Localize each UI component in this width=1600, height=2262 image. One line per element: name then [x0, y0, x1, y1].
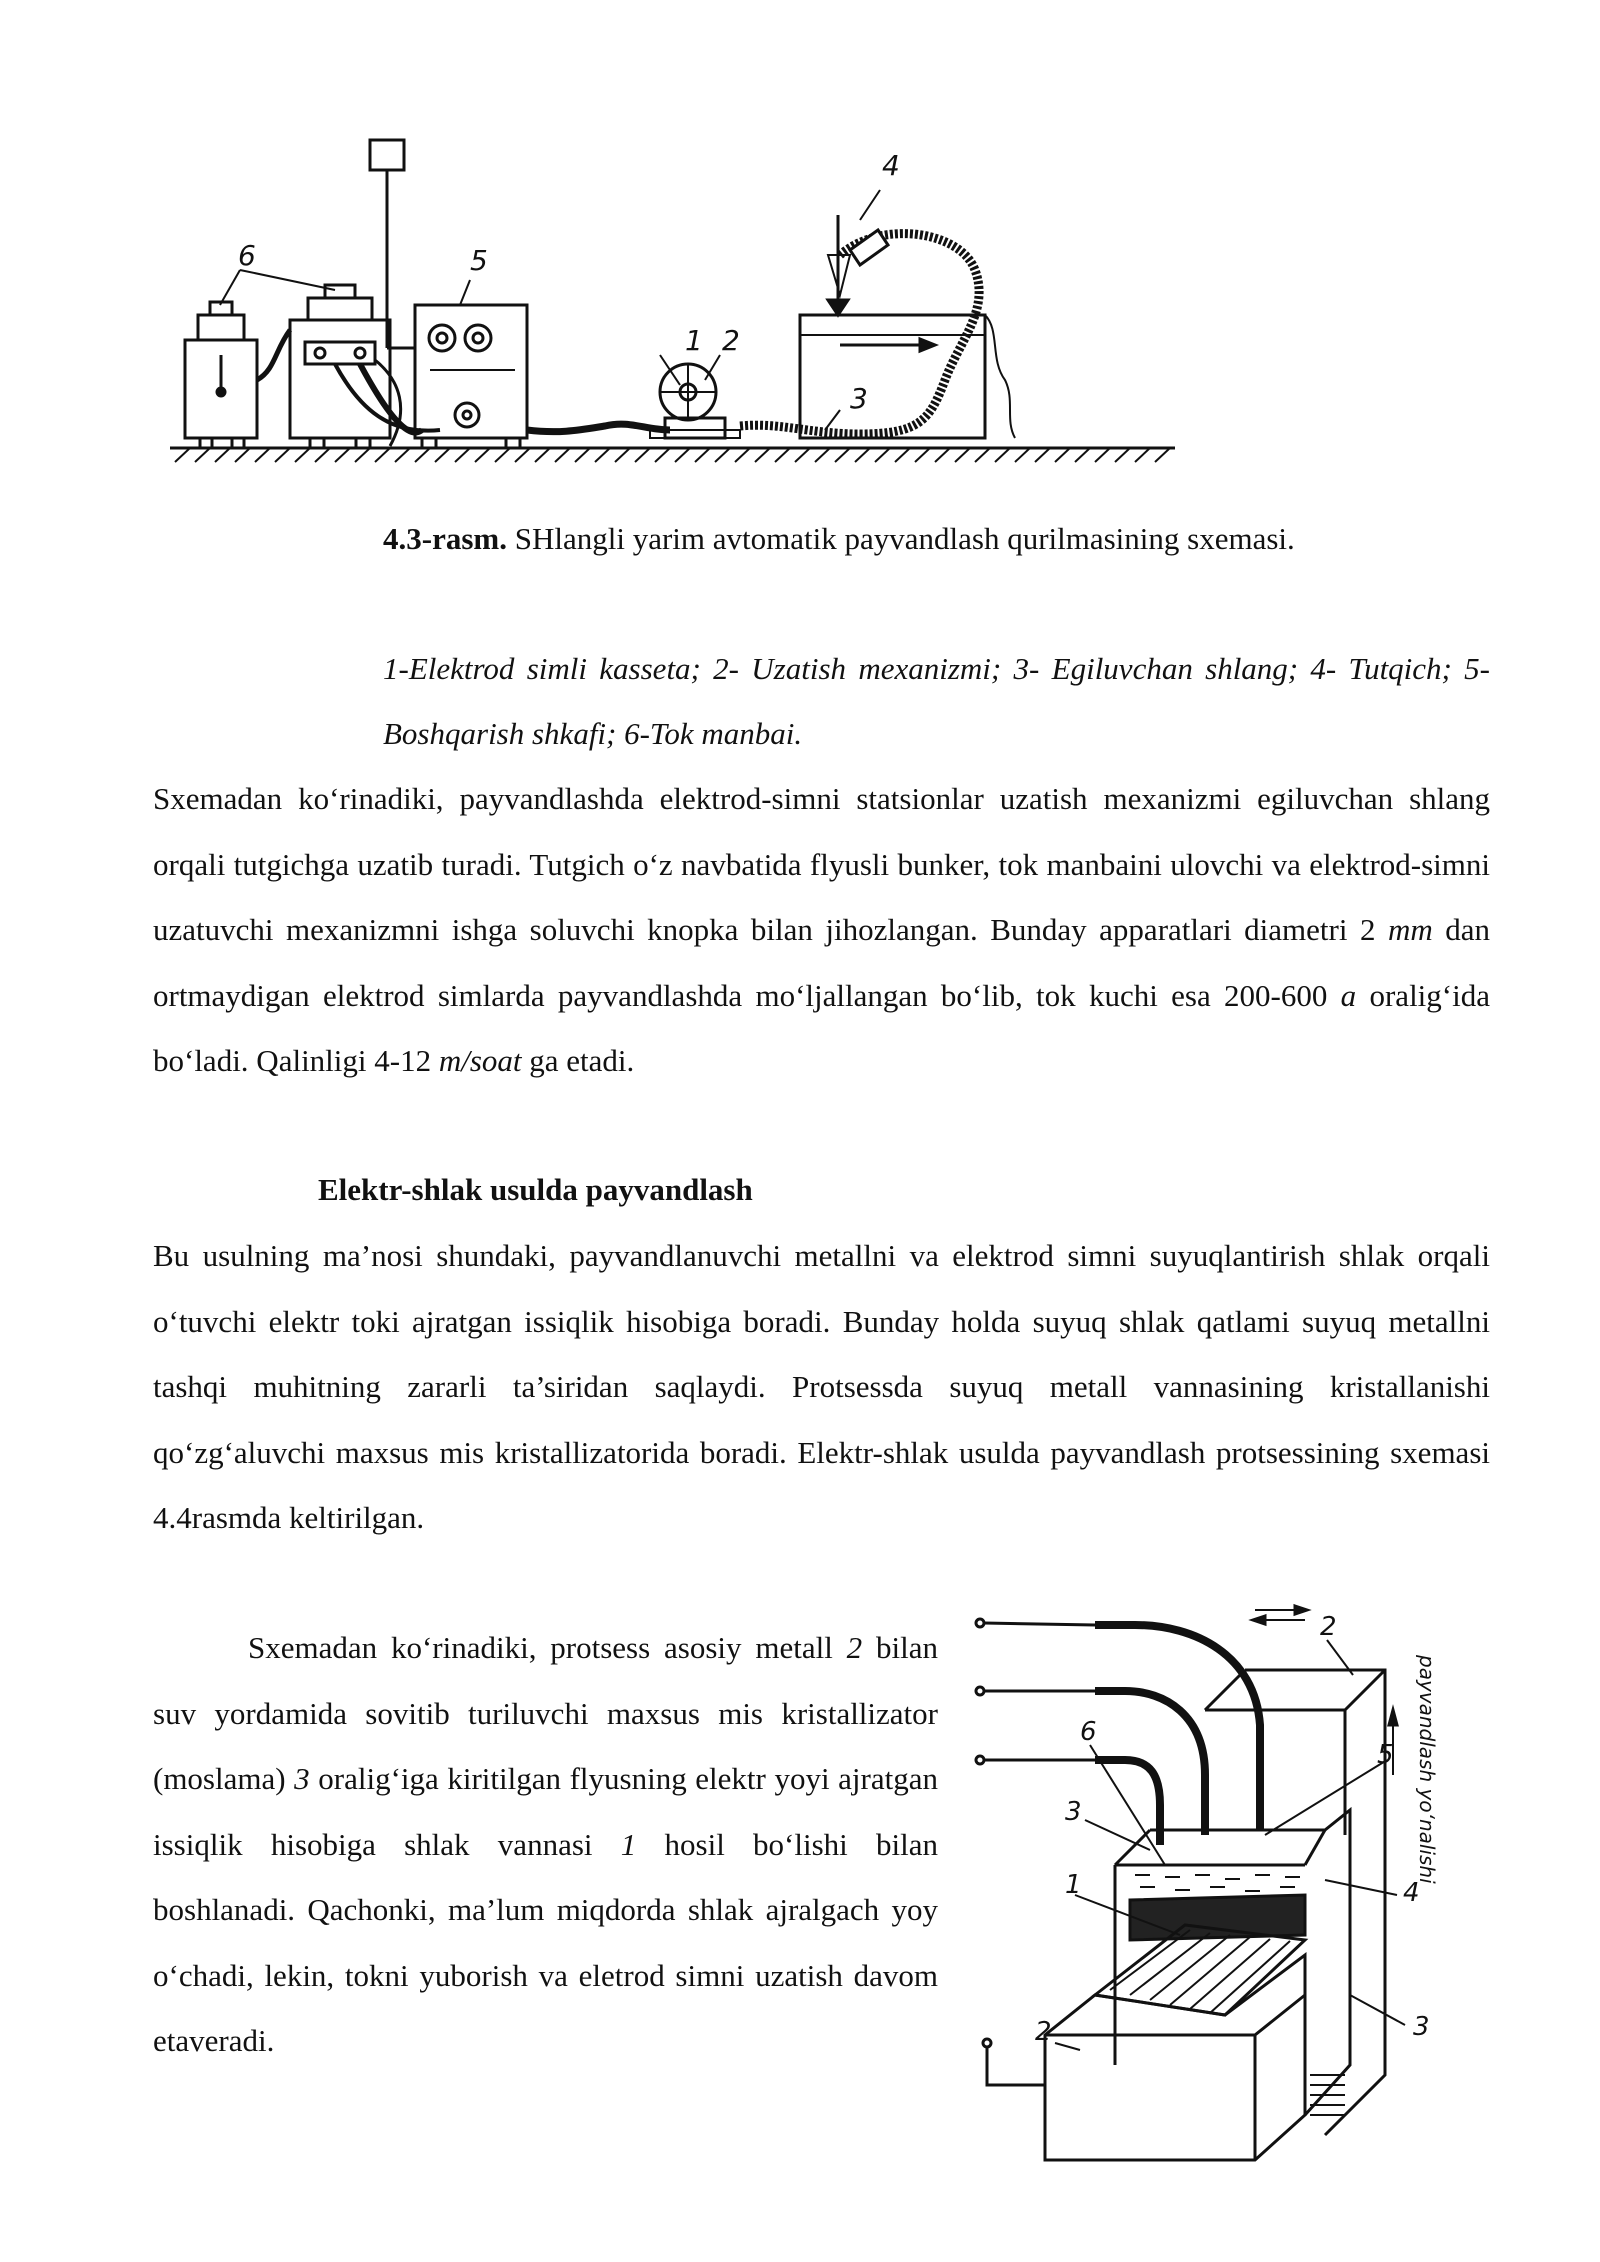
paragraph-1-text-a: Sxemadan ko‘rinadiki, payvandlashda elektrod-simni statsionlar uzatish mexanizmi egiluvchan shlang orqali tutgichga uzatib turadi. Tutgich o‘z navbatida flyusli bunker, tok manbaini ulovchi va elektrod-simni uzatuvchi mexanizmni ishga soluvchi knopka bilan jihozlangan. Bunday apparatlari diametri 2 [153, 781, 1490, 947]
fig1-label-4: 4 [882, 149, 900, 182]
paragraph-1-text-c: oralig‘ida bo‘ladi. Qalinligi 4-12 [153, 977, 1490, 1078]
figure-caption-legend: 1-Elektrod simli kasseta; 2- Uzatish mexanizmi; 3- Egiluvchan shlang; 4- Tutqich; 5-Boshqarish shkafi; 6-Tok manbai. [383, 651, 1490, 751]
fig2-label-3-left: 3 [1065, 1797, 1082, 1827]
fig2-label-6: 6 [1080, 1717, 1097, 1747]
figure-number: 4.3-rasm. [383, 521, 507, 556]
fig1-label-2: 2 [722, 324, 740, 357]
ref-3: 3 [294, 1761, 310, 1796]
figure-caption-title [383, 506, 1490, 571]
fig1-label-5: 5 [470, 244, 488, 277]
figure-welding-installation [160, 130, 1180, 500]
paragraph-3-text-a: Sxemadan ko‘rinadiki, protsess asosiy metall [248, 1630, 847, 1665]
ref-1: 1 [620, 1826, 637, 1862]
unit-ampere: a [1340, 977, 1357, 1013]
fig1-label-1: 1 [685, 324, 703, 357]
paragraph-3-text-b: bilan suv yordamida sovitib turiluvchi maxsus mis kristallizator (moslama) [153, 1630, 938, 1796]
unit-speed: m/soat [438, 1043, 522, 1078]
fig2-label-1: 1 [1065, 1870, 1082, 1900]
paragraph-1-text-b: dan ortmaydigan elektrod simlarda payvandlashda mo‘ljallangan bo‘lib, tok kuchi esa 200-600 [153, 912, 1490, 1013]
fig2-label-5: 5 [1377, 1740, 1394, 1770]
figure-electroslag-scheme [965, 1595, 1470, 2205]
unit-mm: mm [1387, 912, 1433, 947]
ref-2: 2 [846, 1630, 863, 1665]
paragraph-2: Bu usulning ma’nosi shundaki, payvandlanuvchi metallni va elektrod simni suyuqlantirish shlak orqali o‘tuvchi elektr toki ajratgan issiqlik hisobiga boradi. Bunday holda suyuq shlak qatlami suyuq metallni tashqi muhitning zararli ta’siridan saqlaydi. Protsessda suyuq metall vannasining kristallanishi qo‘zg‘aluvchi maxsus mis kristallizatorida boradi. Elektr-shlak usulda payvandlash protsessining sxemasi 4.4rasmda keltirilgan. [153, 1238, 1490, 1535]
paragraph-3 [153, 1615, 938, 2074]
fig2-label-2-bottom: 2 [1035, 2017, 1052, 2047]
fig2-label-4: 4 [1403, 1878, 1420, 1908]
fig1-label-3: 3 [850, 382, 868, 415]
fig2-label-3-right: 3 [1413, 2012, 1430, 2042]
fig2-label-2-top: 2 [1320, 1612, 1337, 1642]
paragraph-3-text-d: hosil bo‘lishi bilan boshlanadi. Qachonki, ma’lum miqdorda shlak ajralgach yoy o‘chadi, lekin, tokni yuborish va eletrod simni uzatish davom etaveradi. [153, 1826, 939, 2058]
fig2-direction-text: payvandlash yo‘nalishi [1415, 1655, 1439, 1884]
paragraph-3-text-c: oralig‘iga kiritilgan flyusning elektr yoyi ajratgan issiqlik hisobiga shlak vannasi [153, 1761, 938, 1862]
section-heading: Elektr-shlak usulda payvandlash [318, 1172, 753, 1207]
fig1-label-6: 6 [238, 239, 256, 272]
paragraph-1 [153, 766, 1490, 1094]
paragraph-1-text-d: ga etadi. [521, 1043, 635, 1078]
figure-title: SHlangli yarim avtomatik payvandlash qurilmasining sxemasi. [514, 521, 1295, 556]
